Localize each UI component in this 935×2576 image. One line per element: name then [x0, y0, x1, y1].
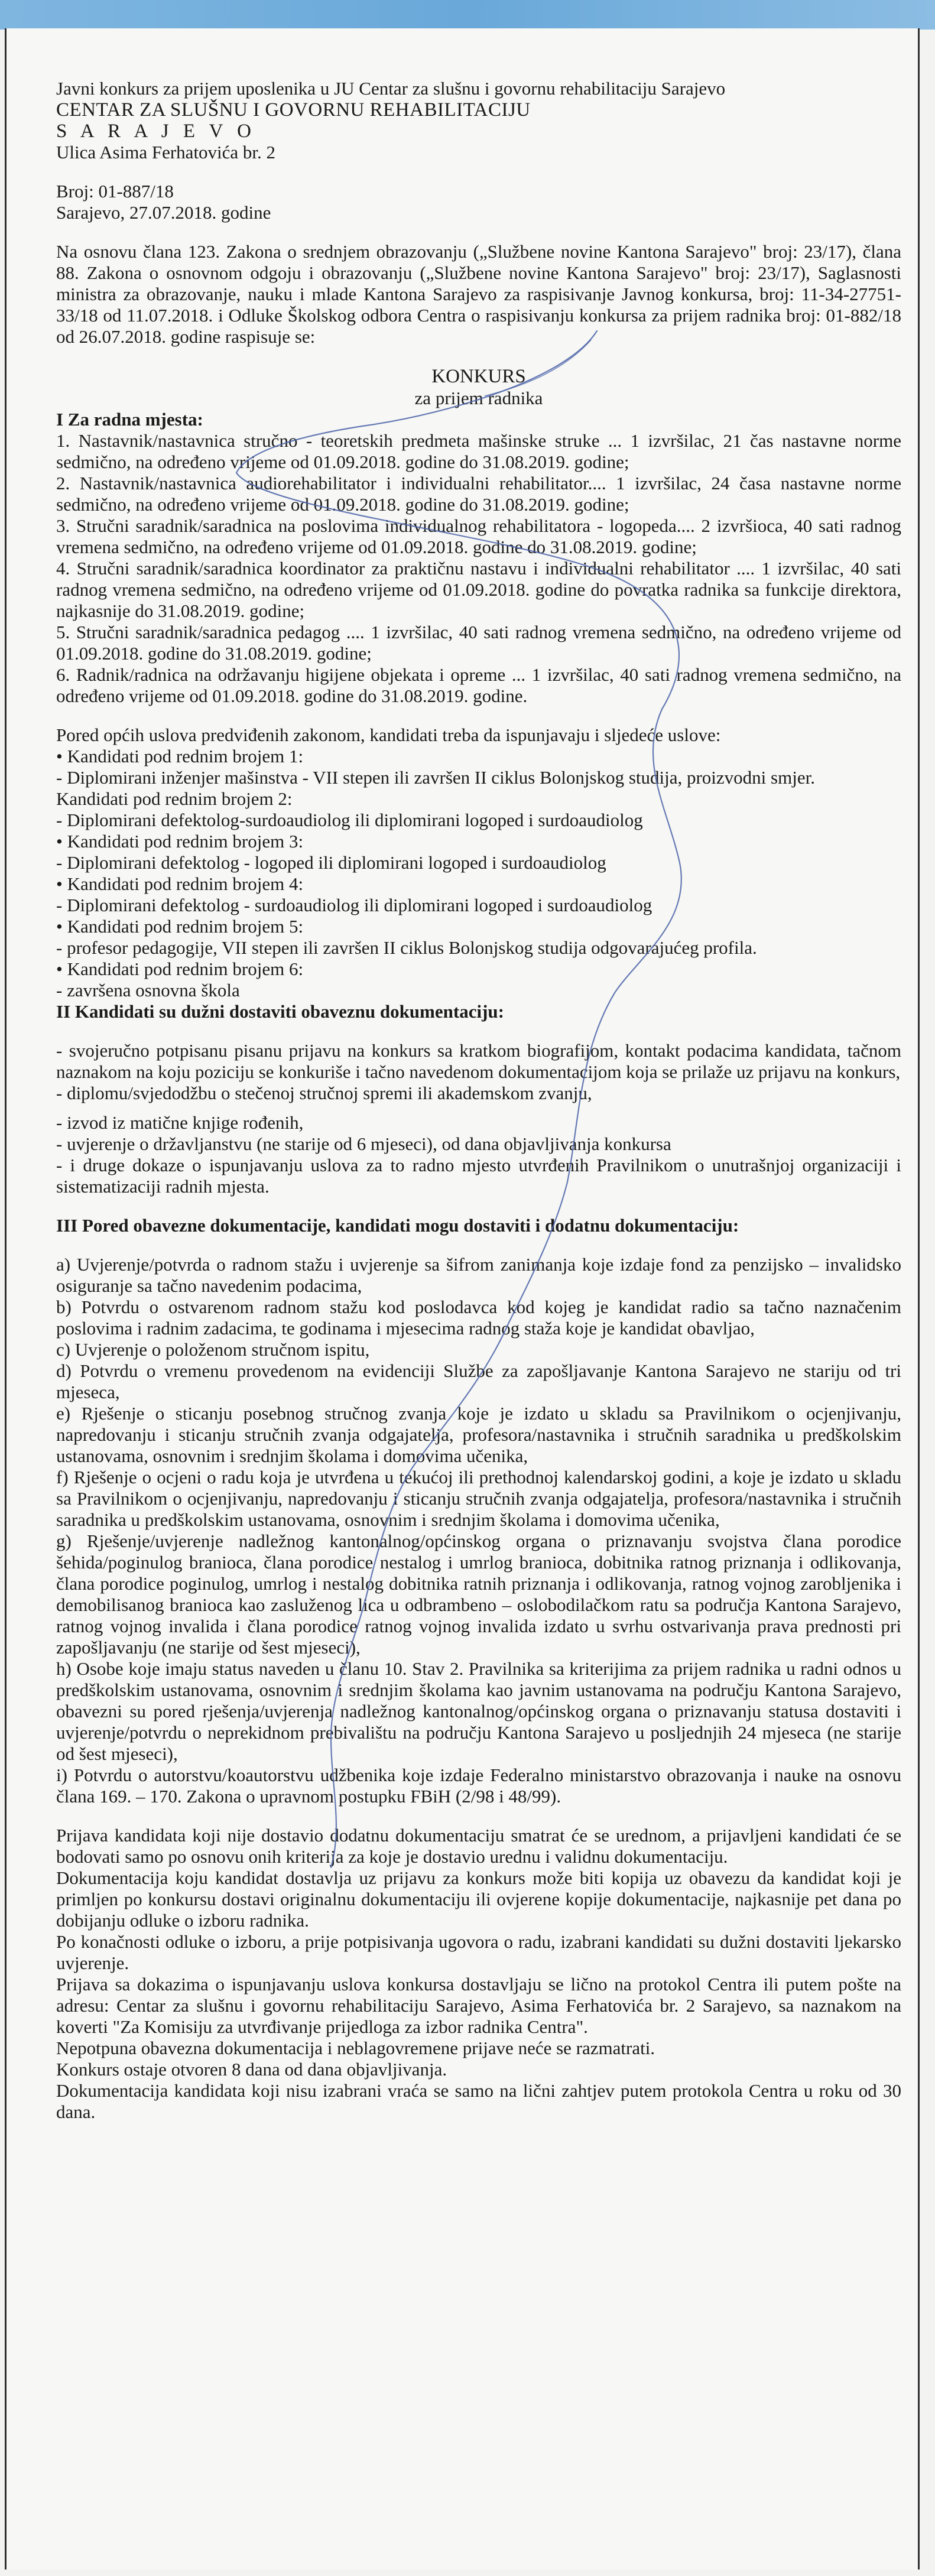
list-item: • Kandidati pod rednim brojem 6:: [56, 959, 304, 979]
reference-number: Broj: 01-887/18: [56, 181, 174, 202]
newspaper-page: [5, 28, 920, 2569]
intro-paragraph: Na osnovu člana 123. Zakona o srednjem obrazovanju („Službene novine Kantona Sarajevo" broj: 23/17), člana 88. Zakona o osnovnom odgoju i obrazovanju („Službene novine Kantona Sarajevo" broj: 23/17), Saglasnosti ministra za obrazovanje, nauku i mlade Kantona Sarajevo za raspisivanje Javnog konkursa, broj: 11-34-27751-33/18 od 11.07.2018. i Odluke Školskog odbora Centra o raspisivanju konkursa za prijem radnika broj: 01-882/18 od 26.07.2018. godine raspisuje se:: [56, 241, 901, 347]
additional-documents-list: [56, 1254, 901, 1807]
closing-paragraph: Prijava kandidata koji nije dostavio dodatnu dokumentaciju smatrat će se urednom, a prijavljeni kandidati će se bodovati samo po osnovu onih kriterija za koje je dostavio urednu i validnu dokumentaciju.: [56, 1825, 901, 1867]
top-color-strip: [0, 0, 935, 30]
closing-paragraph: Prijava sa dokazima o ispunjavanju uslova konkursa dostavljaju se lično na protokol Centra ili putem pošte na adresu: Centar za slušnu i govornu rehabilitaciju Sarajevo, Asima Ferhatovića br. 2 Sarajevo, sa naznakom na koverti "Za Komisiju za utvrđivanje prijedloga za izbor radnika Centra".: [56, 1974, 901, 2037]
list-item: c) Uvjerenje o položenom stručnom ispitu,: [56, 1339, 370, 1360]
list-item: • Kandidati pod rednim brojem 4:: [56, 873, 304, 894]
list-item: 6. Radnik/radnica na održavanju higijene objekata i opreme ... 1 izvršilac, 40 sati radnog vremena sedmično, na određeno vrijeme od 01.09.2018. godine do 31.08.2019. godine.: [56, 664, 901, 706]
list-item: d) Potvrdu o vremenu provedenom na evidenciji Službe za zapošljavanje Kantona Sarajevo ne stariju od tri mjeseca,: [56, 1360, 901, 1402]
conditions-list: [56, 746, 901, 1001]
list-item: • Kandidati pod rednim brojem 1:: [56, 746, 304, 766]
list-item: • Kandidati pod rednim brojem 3:: [56, 831, 304, 852]
list-item: Kandidati pod rednim brojem 2:: [56, 788, 293, 809]
header-line-1: Javni konkurs za prijem uposlenika u JU Centar za slušnu i govornu rehabilitaciju Sarajevo: [56, 78, 726, 99]
list-item: 5. Stručni saradnik/saradnica pedagog .... 1 izvršilac, 40 sati radnog vremena sedmično, na određeno vrijeme od 01.09.2018. godine do 31.08.2019. godine;: [56, 622, 901, 664]
conditions-intro: Pored općih uslova predviđenih zakonom, kandidati treba da ispunjavaju i sljedeće uslove:: [56, 725, 721, 745]
reference-block: [56, 181, 901, 223]
list-item: e) Rješenje o sticanju posebnog stručnog zvanja koje je izdato u skladu sa Pravilnikom o ocjenjivanju, napredovanju i sticanju stručnih zvanja odgajatelja, profesora/nastavnika i stručnih saradnika u predškolskim ustanovama, osnovnim i srednjim školama i domovima učenika,: [56, 1403, 901, 1466]
closing-paragraph: Dokumentacija koju kandidat dostavlja uz prijavu za konkurs može biti kopija uz obavezu da kandidat koji je primljen po konkursu dostavi originalnu dokumentaciju ili ovjerene kopije dokumentacije, najkasnije pet dana po dobijanju odluke o izboru radnika.: [56, 1867, 901, 1931]
document-subtitle: za prijem radnika: [414, 388, 543, 408]
section-2-heading: II Kandidati su dužni dostaviti obaveznu dokumentaciju:: [56, 1001, 504, 1022]
list-item: - izvod iz matične knjige rođenih,: [56, 1112, 304, 1133]
closing-paragraph: Nepotpuna obavezna dokumentacija i neblagovremene prijave neće se razmatrati.: [56, 2038, 655, 2058]
list-item: h) Osobe koje imaju status naveden u članu 10. Stav 2. Pravilnika sa kriterijima za prijem radnika u radni odnos u predškolskim ustanovama, osnovnim i srednjim školama kao javnim ustanovama na području Kantona Sarajevo, obavezni su pored rješenja/uvjerenja nadležnog kantonalnog/općinskog organa o priznavanju statusa dostaviti i uvjerenje/potvrdu o neprekidnom prebivalištu na području Kantona Sarajevo u posljednjih 24 mjeseca (ne starije od šest mjeseci),: [56, 1658, 901, 1764]
list-item: - Diplomirani defektolog - logoped ili diplomirani logoped i surdoaudiolog: [56, 852, 606, 873]
reference-date: Sarajevo, 27.07.2018. godine: [56, 202, 271, 223]
list-item: • Kandidati pod rednim brojem 5:: [56, 916, 304, 937]
list-item: - Diplomirani defektolog-surdoaudiolog ili diplomirani logoped i surdoaudiolog: [56, 810, 643, 830]
mandatory-documents-list: [56, 1040, 901, 1197]
list-item: 2. Nastavnik/nastavnica audiorehabilitator i individualni rehabilitator.... 1 izvršilac, 24 časa nastavne norme sedmično, na određeno vrijeme od 01.09.2018. godine do 31.08.2019. godine;: [56, 473, 901, 515]
list-item: i) Potvrdu o autorstvu/koautorstvu udžbenika koje izdaje Federalno ministarstvo obrazovanja i nauke na osnovu člana 169. – 170. Zakona o upravnom postupku FBiH (2/98 i 48/99).: [56, 1765, 901, 1807]
document-body: [56, 78, 901, 2123]
list-item: - i druge dokaze o ispunjavanju uslova za to radno mjesto utvrđenih Pravilnikom o unutrašnjoj organizaciji i sistematizaciji radnih mjesta.: [56, 1155, 901, 1197]
closing-notes: [56, 1825, 901, 2123]
list-item: - uvjerenje o državljanstvu (ne starije od 6 mjeseci), od dana objavljivanja konkursa: [56, 1133, 671, 1154]
list-item: 4. Stručni saradnik/saradnica koordinator za praktičnu nastavu i individualni rehabilitator .... 1 izvršilac, 40 sati radnog vremena sedmično, na određeno vrijeme od 01.09.2018. godine do povratka radnika sa funkcije direktora, najkasnije do 31.08.2019. godine;: [56, 558, 901, 621]
list-item: - Diplomirani defektolog - surdoaudiolog ili diplomirani logoped i surdoaudiolog: [56, 895, 652, 915]
list-item: 1. Nastavnik/nastavnica stručno - teoretskih predmeta mašinske struke ... 1 izvršilac, 21 čas nastavne norme sedmično, na određeno vrijeme od 01.09.2018. godine do 31.08.2019. godine;: [56, 430, 901, 472]
closing-paragraph: Po konačnosti odluke o izboru, a prije potpisivanja ugovora o radu, izabrani kandidati su dužni dostaviti ljekarsko uvjerenje.: [56, 1931, 901, 1973]
address: Ulica Asima Ferhatovića br. 2: [56, 142, 276, 163]
job-positions-list: [56, 430, 901, 707]
list-item: b) Potvrdu o ostvarenom radnom stažu kod poslodavca kod kojeg je kandidat radio sa tačno naznačenim poslovima i radnim zadacima, te godinama i mjesecima radnog staža koje je kandidat obavljao,: [56, 1297, 901, 1339]
closing-paragraph: Konkurs ostaje otvoren 8 dana od dana objavljivanja.: [56, 2059, 447, 2080]
list-item: 3. Stručni saradnik/saradnica na poslovima individualnog rehabilitatora - logopeda.... 2 izvršioca, 40 sati radnog vremena sedmično, na određeno vrijeme od 01.09.2018. godine do 31.08.2019. godine;: [56, 515, 901, 557]
city-name: S A R A J E V O: [56, 121, 256, 142]
list-item: - Diplomirani inženjer mašinstva - VII stepen ili završen II ciklus Bolonjskog studija, proizvodni smjer.: [56, 767, 815, 788]
section-3-heading: III Pored obavezne dokumentacije, kandidati mogu dostaviti i dodatnu dokumentaciju:: [56, 1215, 739, 1236]
list-item: f) Rješenje o ocjeni o radu koja je utvrđena u tekućoj ili prethodnoj kalendarskoj godini, a koje je izdato u skladu sa Pravilnikom o ocjenjivanju, napredovanju i sticanju stručnih zvanja odgajatelja, profesora/nastavnika i stručnih saradnika u predškolskim ustanovama, osnovnim i srednjim školama i domovima učenika,: [56, 1467, 901, 1530]
list-item: g) Rješenje/uvjerenje nadležnog kantonalnog/općinskog organa o priznavanju svojstva člana porodice šehida/poginulog branioca, člana porodice nestalog i umrlog branioca, dobitnika ratnog priznanja i odlikovanja, člana porodice poginulog, umrlog i nestalog dobitnika ratnih priznanja i odlikovanja, ratnog vojnog zarobljenika i demobilisanog branioca kao zasluženog lica u odbrambeno – oslobodilačkom ratu sa područja Kantona Sarajevo, ratnog vojnog invalida i člana porodice ratnog vojnog invalida izdato u svrhu ostvarivanja prava prednosti pri zapošljavanju (ne starije od šest mjeseci),: [56, 1531, 901, 1658]
letterhead: [56, 78, 901, 163]
list-item: - profesor pedagogije, VII stepen ili završen II ciklus Bolonjskog studija odgovarajućeg profila.: [56, 937, 757, 958]
list-item: - svojeručno potpisanu pisanu prijavu na konkurs sa kratkom biografijom, kontakt podacima kandidata, tačnom naznakom na koju poziciju se konkuriše i tačno navedenom dokumentacijom koja se prilaže uz prijavu na konkurs,: [56, 1040, 901, 1082]
document-title: KONKURS: [431, 366, 526, 387]
section-1-heading: I Za radna mjesta:: [56, 409, 203, 430]
list-item: - diplomu/svjedodžbu o stečenoj stručnoj spremi ili akademskom zvanju,: [56, 1083, 592, 1103]
institution-name: CENTAR ZA SLUŠNU I GOVORNU REHABILITACIJU: [56, 99, 531, 121]
list-item: a) Uvjerenje/potvrda o radnom stažu i uvjerenje sa šifrom zanimanja koje izdaje fond za penzijsko – invalidsko osiguranje sa tačno navedenim podacima,: [56, 1254, 901, 1296]
closing-paragraph: Dokumentacija kandidata koji nisu izabrani vraća se samo na lični zahtjev putem protokola Centra u roku od 30 dana.: [56, 2080, 901, 2122]
list-item: - završena osnovna škola: [56, 980, 240, 1000]
